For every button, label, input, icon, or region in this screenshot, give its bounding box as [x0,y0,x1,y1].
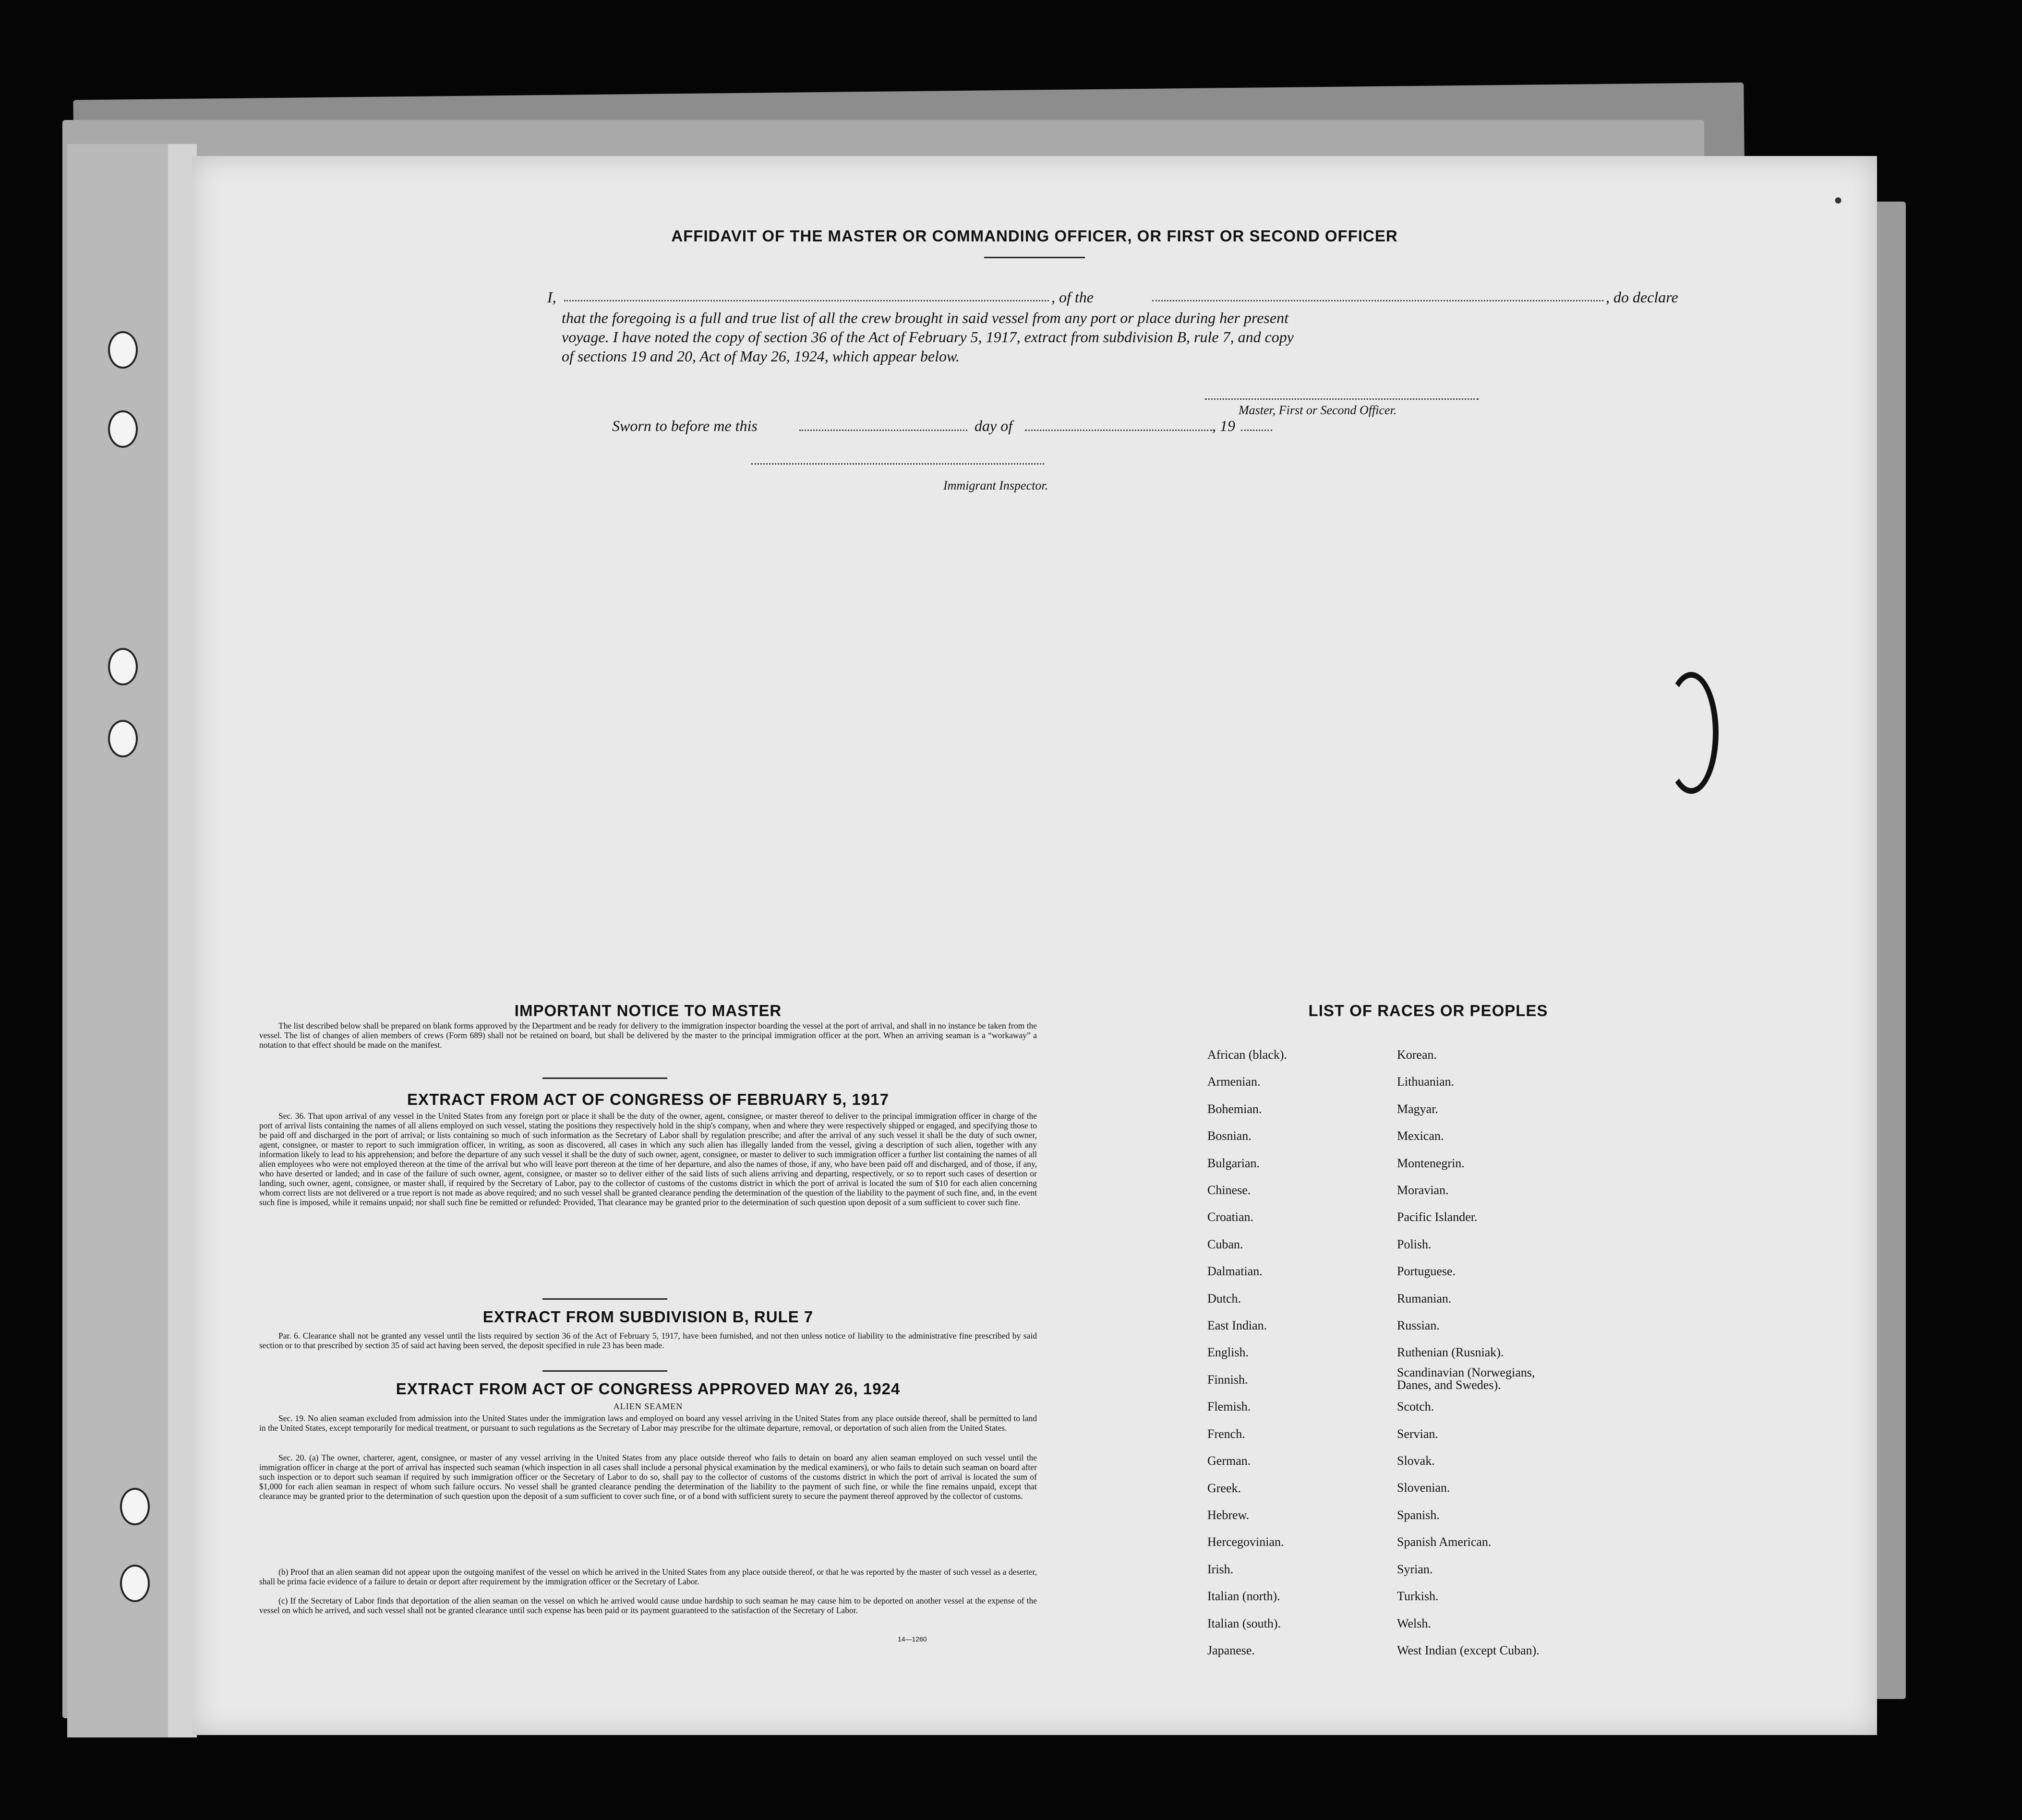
race-item: Bulgarian. [1207,1156,1260,1170]
inspector-signature-label: Immigrant Inspector. [943,479,1048,492]
race-item: Moravian. [1397,1183,1449,1197]
section-rule [542,1370,667,1372]
affidavit-page [192,156,1877,1735]
vessel-field[interactable] [1152,300,1603,301]
race-item: Servian. [1397,1426,1438,1441]
affidavit-title: AFFIDAVIT OF THE MASTER OR COMMANDING OFFICER, OR FIRST OR SECOND OFFICER [671,227,1398,245]
notice-body: The list described below shall be prepared on blank forms approved by the Department and be ready for delivery to the immigration inspector boarding the vessel at the port of arrival, and shall in no instance be taken from the vessel. The list of changes of alien members of crews (Form 689) shall not be retained on board, but shall be delivered by the master to the principal immigration officer at the port. When an arriving seaman is a “workaway” a notation to that effect should be made on the manifest. [259,1021,1037,1050]
punch-hole [120,1488,150,1525]
form-number: 14—1260 [898,1635,927,1643]
affidavit-line3: voyage. I have noted the copy of section 36 of the Act of February 5, 1917, extract from subdivision B, rule 7, and copy [562,328,1294,346]
sworn-day-field[interactable] [799,430,967,431]
sec20c-body: (c) If the Secretary of Labor finds that deportation of the alien seaman on the vessel on which he arrived would cause undue hardship to such seaman he may cause him to be deported on another vessel at the expense of the vessel on which he arrived, and such vessel shall not be granted clearance until such expense has been paid or its payment guaranteed to the satisfaction of the Secretary of Labor. [259,1596,1037,1615]
race-item: Lithuanian. [1397,1075,1455,1089]
punch-hole [108,648,138,685]
affidavit-line1-suffix: , do declare [1606,288,1678,306]
sworn-day-label: day of [975,417,1013,434]
race-item: Welsh. [1397,1616,1431,1630]
race-item: Syrian. [1397,1562,1433,1576]
sworn-month-field[interactable] [1025,430,1212,431]
affidavit-line1-mid: , of the [1051,288,1094,306]
sec19-body: Sec. 19. No alien seaman excluded from admission into the United States under the immigration laws and employed on board any vessel arriving in the United States from any place outside thereof, shall be permitted to land in the United States, except temporarily for medical treatment, or pursuant to such regulations as the Secretary of Labor may prescribe for the ultimate departure, removal, or deportation of such alien from the United States. [259,1413,1037,1433]
race-item: Flemish. [1207,1400,1251,1414]
sec20b-body: (b) Proof that an alien seaman did not appear upon the outgoing manifest of the vessel on which he arrived in the United States from any place outside thereof, or that he was reported by the master of such vessel as a deserter, shall be prima facie evidence of a failure to detain or deport after requirement by the immigration officer or the Secretary of Labor. [259,1567,1037,1586]
sworn-year-label: , 19 [1212,417,1235,434]
race-item: Dutch. [1207,1291,1241,1305]
race-item: Irish. [1207,1562,1234,1576]
section-rule [542,1078,667,1079]
punch-hole [120,1565,150,1602]
sec20a-body: Sec. 20. (a) The owner, charterer, agent, consignee, or master of any vessel arriving in the United States from any place outside thereof who fails to detain on board any alien seaman employed on such vessel until the immigration officer in charge at the port of arrival has inspected such seaman (which inspection in all cases shall include a personal physical examination by the medical examiners), or who fails to detain such seaman on board after such inspection or to deport such seaman if required by such immigration officer or the Secretary of Labor to do so, shall pay to the collector of customs of the customs district in which the port of arrival is located the sum of $1,000 for each alien seaman in respect of whom such failure occurs. No vessel shall be granted clearance pending the determination of the liability to the payment of such fine, or while the fine remains unpaid, except that clearance may be granted prior to the determination of such question upon the deposit of a sum sufficient to cover such fine, or of a bond with sufficient surety to secure the payment thereof approved by the collector of customs. [259,1453,1037,1501]
race-item: Korean. [1397,1048,1437,1062]
race-item: Finnish. [1207,1372,1248,1387]
name-field[interactable] [564,300,1049,301]
extract-1924-title: EXTRACT FROM ACT OF CONGRESS APPROVED MAY 26, 1924 [396,1380,901,1398]
title-rule [984,257,1085,258]
race-item: English. [1207,1345,1249,1360]
inspector-signature-field[interactable] [751,463,1044,465]
punch-hole [108,331,138,369]
race-item: Hercegovinian. [1207,1535,1284,1549]
race-item: Mexican. [1397,1129,1444,1143]
race-item: Pacific Islander. [1397,1210,1478,1224]
affidavit-line4: of sections 19 and 20, Act of May 26, 1924, which appear below. [562,347,960,365]
race-item: Scandinavian (Norwegians, Danes, and Swedes). [1397,1365,1535,1392]
race-item: Croatian. [1207,1210,1254,1224]
sworn-prefix: Sworn to before me this [612,417,758,434]
section-rule [542,1298,667,1300]
race-item: Bosnian. [1207,1129,1252,1143]
notice-title: IMPORTANT NOTICE TO MASTER [514,1002,782,1019]
race-item: Hebrew. [1207,1508,1250,1522]
race-item: French. [1207,1426,1245,1441]
race-item: Turkish. [1397,1589,1439,1604]
race-item: Chinese. [1207,1183,1251,1197]
race-item: German. [1207,1454,1251,1468]
punch-hole [108,720,138,757]
races-list-right [1397,1042,1555,1664]
race-item: African (black). [1207,1048,1288,1062]
extract-1917-body: Sec. 36. That upon arrival of any vessel in the United States from any foreign port or place it shall be the duty of the owner, agent, consignee, or master thereof to deliver to the principal immigration officer in charge of the port of arrival lists containing the names of all aliens employed on such vessel, stating the positions they respectively hold in the ship's company, when and where they were respectively shipped or engaged, and specifying those to be paid off and discharged in the port of arrival; or lists containing so much of such information as the Secretary of Labor shall by regulation prescribe; and after the arrival of any such vessel it shall be the duty of such owner, agent, consignee, or master to report to such immigration officer, in writing, as soon as discovered, all cases in which any such alien has illegally landed from the vessel, giving a description of such alien, together with any information likely to lead to his apprehension; and before the departure of any such vessel it shall be the duty of such owner, agent, consignee, or master to deliver to such immigration officer a further list containing the names of all alien employees who were not employed thereon at the time of the arrival but who will leave port thereon at the time of her departure, and also the names of those, if any, who have been paid off and discharged, and of those, if any, who have deserted or landed; and in case of the failure of such owner, agent, consignee, or master so to deliver either of the said lists of such aliens arriving and departing, respectively, or so to report such cases of desertion or landing, such owner, agent, consignee, or master shall, if required by the Secretary of Labor, pay to the collector of customs of the customs district in which the port of arrival is located the sum of $10 for each alien concerning whom correct lists are not delivered or a true report is not made as above required; and no such vessel shall be granted clearance pending the determination of the question of the liability to the payment of such fine, and, in the event such fine is imposed, while it remains unpaid; nor shall such fine be remitted or refunded: Provided, That clearance may be granted prior to the determination of such question upon deposit of a sum sufficient to cover such fine. [259,1111,1037,1207]
race-item: Greek. [1207,1481,1241,1495]
race-item: Spanish. [1397,1508,1440,1522]
race-item: Spanish American. [1397,1535,1492,1549]
race-item: Japanese. [1207,1643,1255,1657]
race-item: East Indian. [1207,1318,1267,1333]
alien-seamen-subtitle: ALIEN SEAMEN [613,1401,683,1411]
race-item: Bohemian. [1207,1102,1262,1116]
race-item: Slovak. [1397,1454,1435,1468]
race-item: Armenian. [1207,1075,1261,1089]
race-item: Slovenian. [1397,1481,1450,1495]
binding-ring [1664,672,1719,794]
race-item: Rumanian. [1397,1291,1452,1305]
race-item: Dalmatian. [1207,1264,1263,1279]
race-item: Scotch. [1397,1400,1434,1414]
punch-hole [108,410,138,448]
race-item: Polish. [1397,1237,1432,1251]
corner-mark: ● [1834,192,1843,208]
rule7-body: Par. 6. Clearance shall not be granted any vessel until the lists required by section 36 of the Act of February 5, 1917, have been furnished, and not then unless notice of liability to the administrative fine prescribed by said section or to that prescribed by section 35 of said act having been served, the deposit specified in rule 23 has been made. [259,1331,1037,1350]
races-list-left [1207,1042,1287,1664]
race-item: Magyar. [1397,1102,1438,1116]
affidavit-line1-prefix: I, [547,288,556,306]
race-item: Ruthenian (Rusniak). [1397,1345,1504,1360]
race-item: Cuban. [1207,1237,1243,1251]
master-signature-label: Master, First or Second Officer. [1239,403,1397,417]
race-item: Italian (north). [1207,1589,1280,1604]
race-item: Italian (south). [1207,1616,1281,1630]
extract-1917-title: EXTRACT FROM ACT OF CONGRESS OF FEBRUARY 5, 1917 [407,1090,889,1108]
rule7-title: EXTRACT FROM SUBDIVISION B, RULE 7 [482,1308,814,1326]
race-item: Portuguese. [1397,1264,1456,1279]
affidavit-line2: that the foregoing is a full and true list of all the crew brought in said vessel from any port or place during her present [562,309,1288,326]
race-item: Russian. [1397,1318,1440,1333]
race-item: Montenegrin. [1397,1156,1465,1170]
sworn-year-field[interactable] [1241,430,1272,431]
races-title: LIST OF RACES OR PEOPLES [1308,1002,1548,1019]
race-item: West Indian (except Cuban). [1397,1643,1540,1657]
